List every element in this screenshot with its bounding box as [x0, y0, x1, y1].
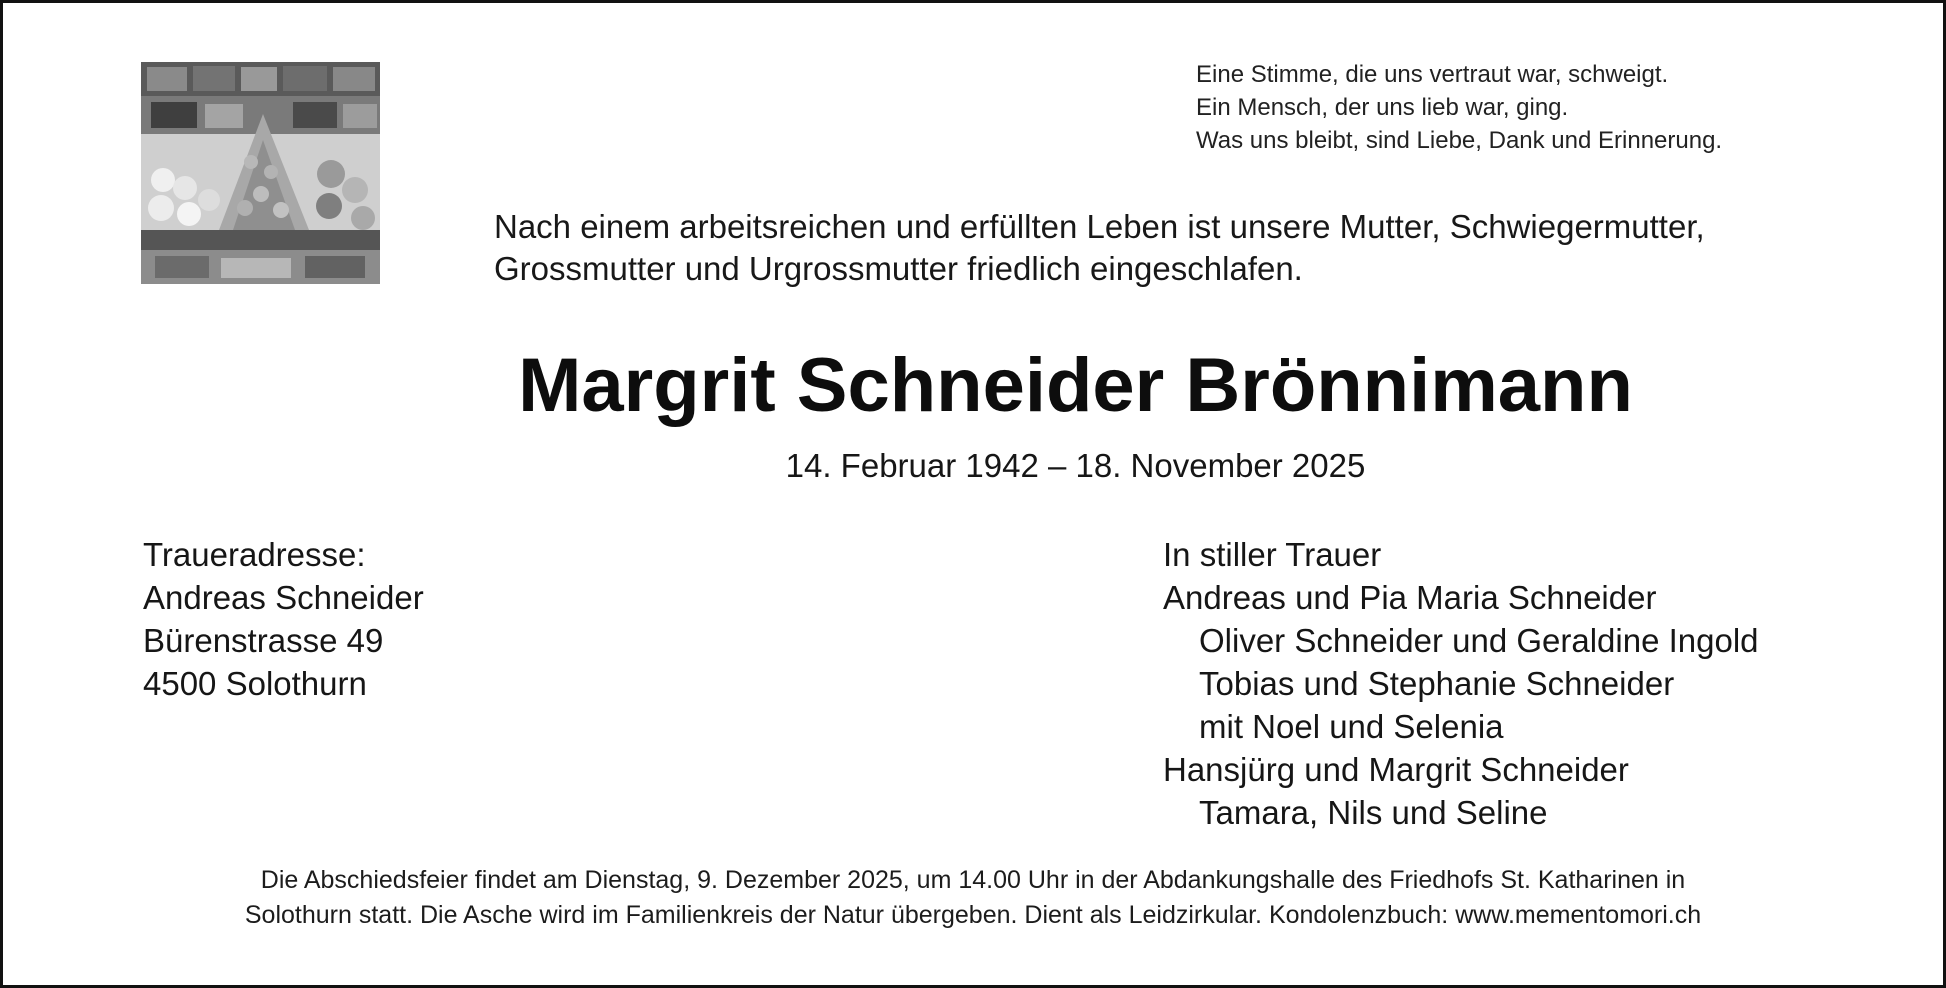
mourners-list	[1163, 533, 1863, 834]
mourners-heading: In stiller Trauer	[1163, 536, 1382, 573]
ceremony-info	[3, 863, 1943, 933]
ceremony-line: Solothurn statt. Die Asche wird im Familienkreis der Natur übergeben. Dient als Leidzirkular. Kondolenzbuch: www.mementomori.ch	[244, 901, 1702, 929]
address-name: Andreas Schneider	[143, 579, 424, 616]
intro-text	[494, 206, 1834, 290]
ceremony-line: Die Abschiedsfeier findet am Dienstag, 9. Dezember 2025, um 14.00 Uhr in der Abdankungshalle des Friedhofs St. Katharinen in	[260, 866, 1686, 894]
address-street: Bürenstrasse 49	[143, 622, 384, 659]
mourner-entry: mit Noel und Selenia	[1199, 708, 1504, 745]
mourning-address	[143, 533, 703, 705]
life-dates: 14. Februar 1942 – 18. November 2025	[785, 447, 1366, 484]
market-photo	[141, 62, 380, 284]
mourner-entry: Hansjürg und Margrit Schneider	[1163, 751, 1629, 788]
poem	[1196, 58, 1836, 157]
intro-line: Grossmutter und Urgrossmutter friedlich eingeschlafen.	[494, 250, 1303, 287]
address-city: 4500 Solothurn	[143, 665, 367, 702]
intro-line: Nach einem arbeitsreichen und erfüllten Leben ist unsere Mutter, Schwiegermutter,	[494, 208, 1705, 245]
deceased-name: Margrit Schneider Brönnimann	[518, 343, 1633, 428]
poem-line: Was uns bleibt, sind Liebe, Dank und Erinnerung.	[1196, 127, 1723, 154]
mourner-entry: Andreas und Pia Maria Schneider	[1163, 579, 1657, 616]
poem-line: Eine Stimme, die uns vertraut war, schweigt.	[1196, 61, 1669, 88]
address-heading: Traueradresse:	[143, 536, 366, 573]
mourner-entry: Oliver Schneider und Geraldine Ingold	[1199, 622, 1759, 659]
mourner-entry: Tamara, Nils und Seline	[1199, 794, 1548, 831]
market-stall-image	[141, 62, 380, 284]
poem-line: Ein Mensch, der uns lieb war, ging.	[1196, 94, 1569, 121]
mourner-entry: Tobias und Stephanie Schneider	[1199, 665, 1675, 702]
